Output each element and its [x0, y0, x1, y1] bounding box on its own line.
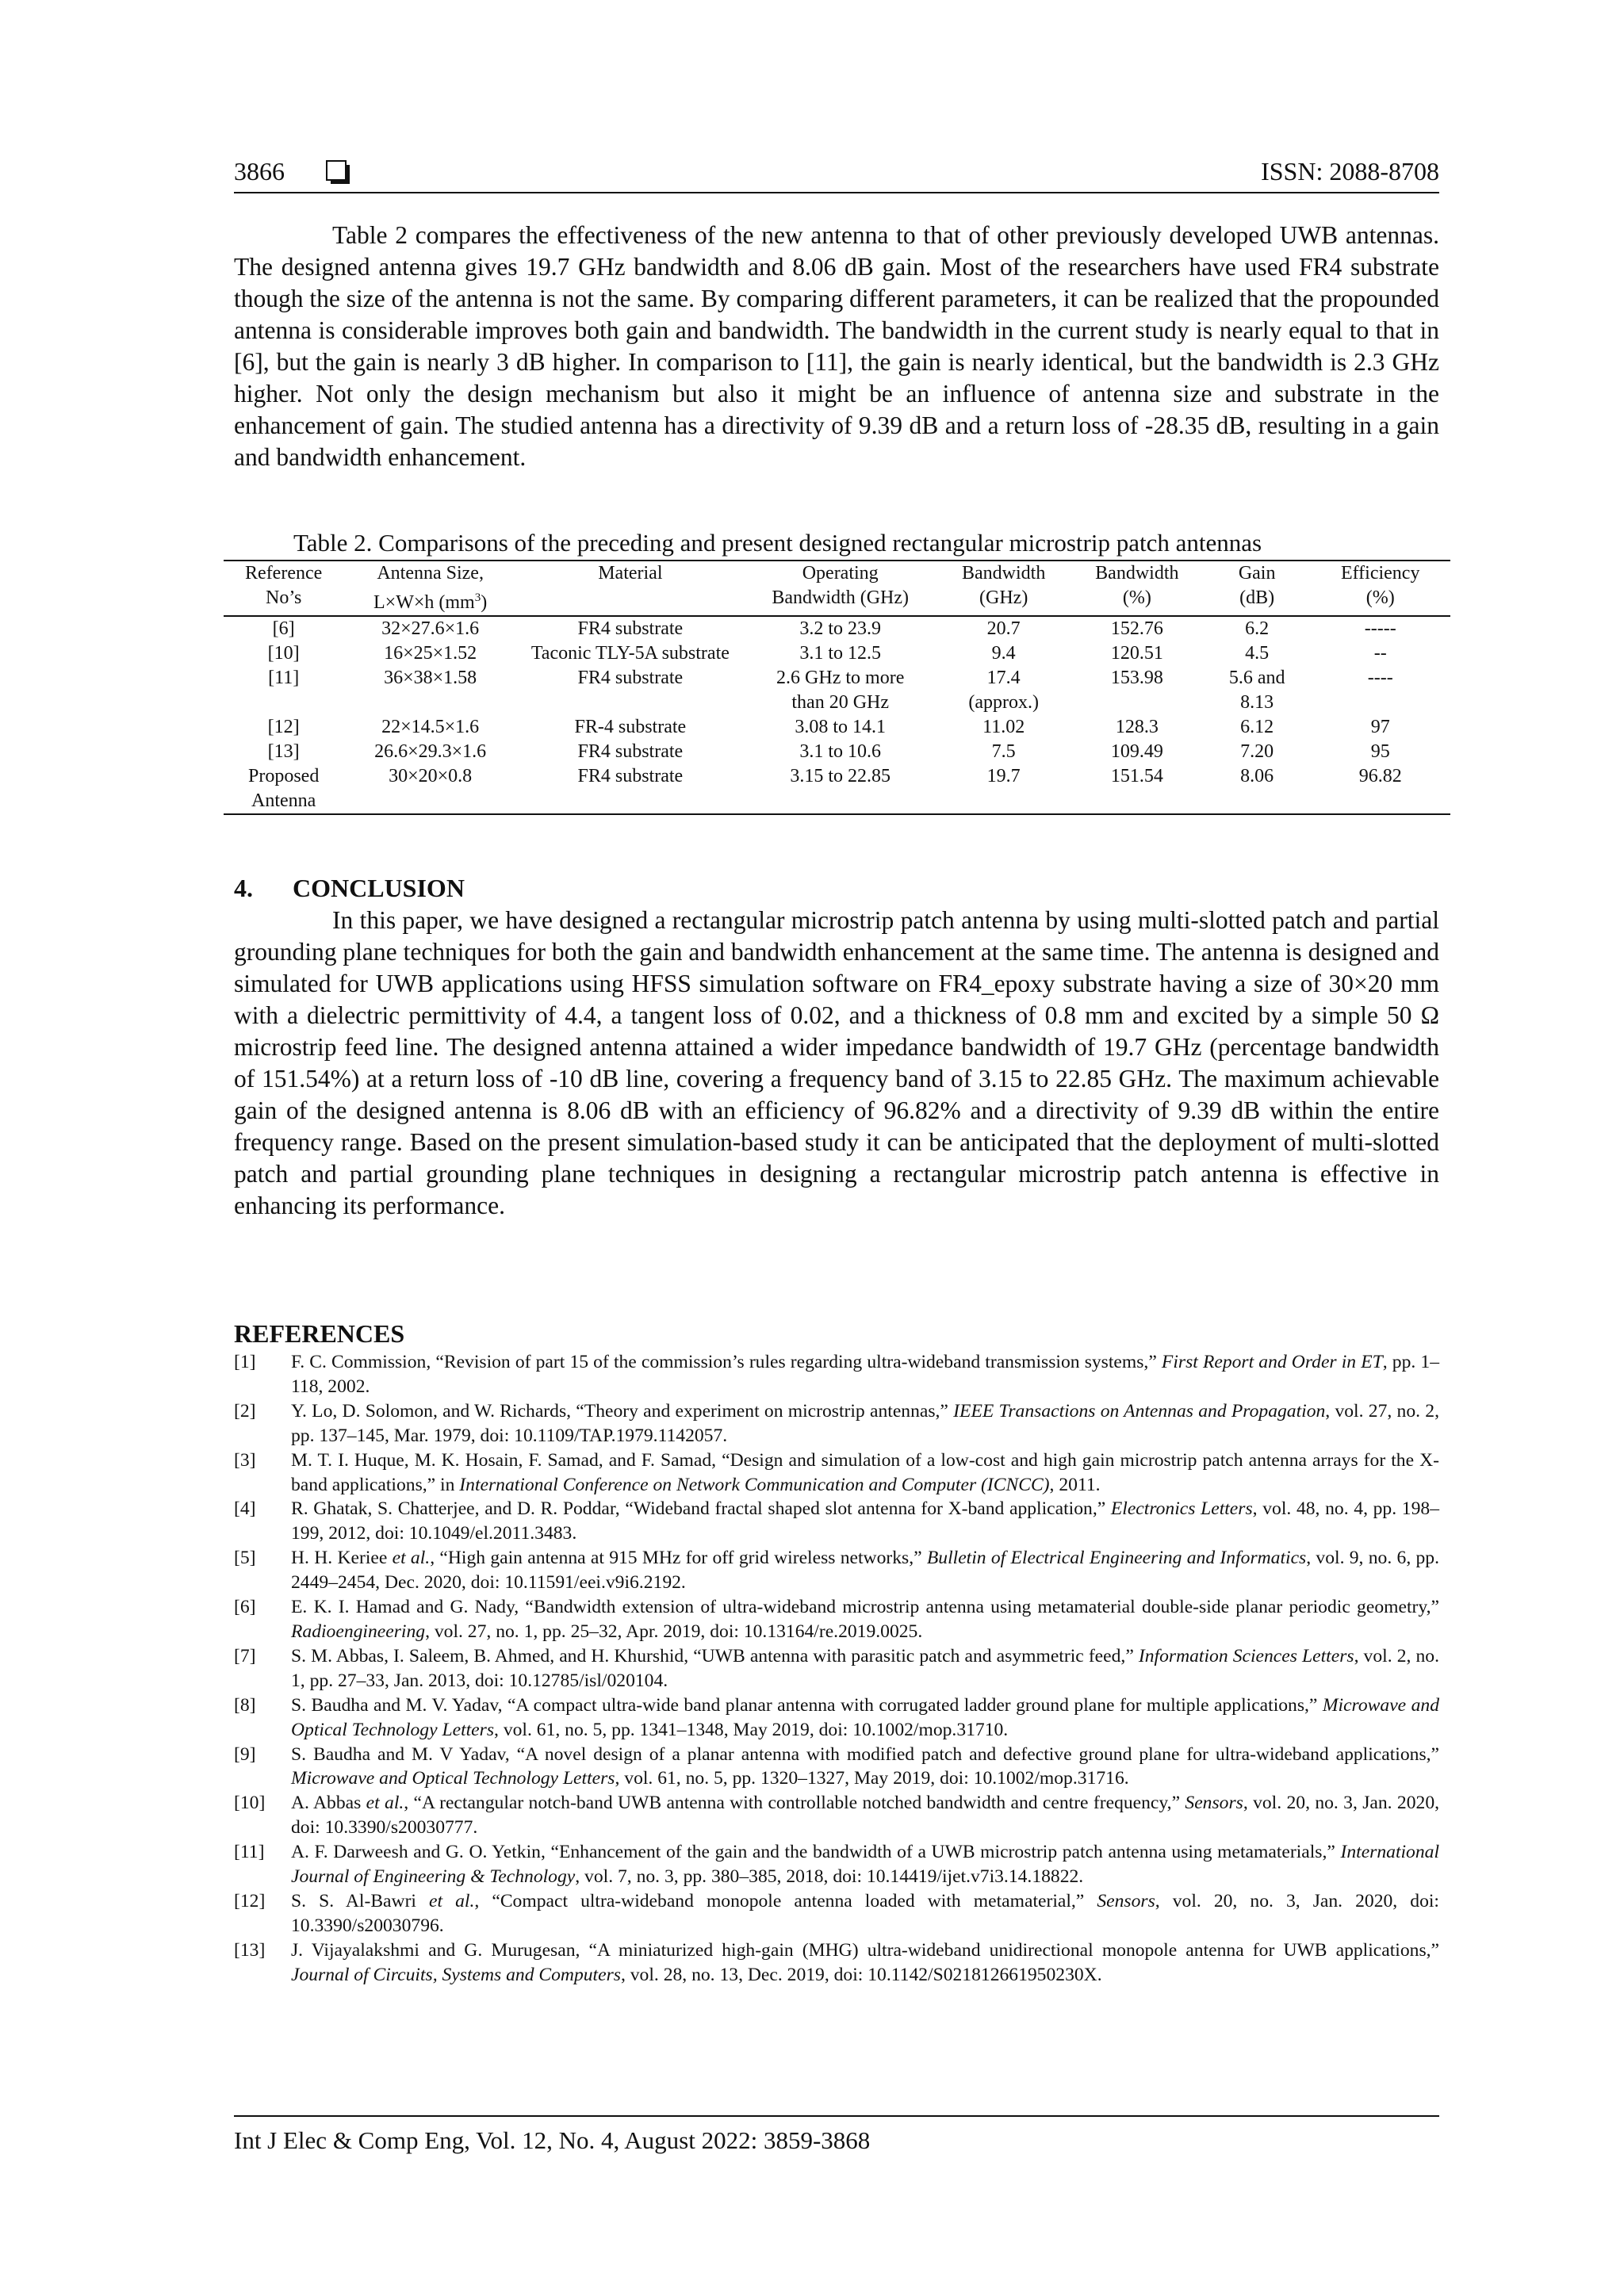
header-bandwidth-ghz: Bandwidth (GHz): [962, 563, 1046, 608]
cell-gain: 5.6 and 8.13: [1228, 668, 1285, 713]
reference-item: [12] S. S. Al-Bawri et al., “Compact ultra-wideband monopole antenna loaded with metamaterial,” Sensors, vol. 20, no. 3, Jan. 2020, doi: 10.3390/s20030796.: [234, 1890, 1439, 1936]
cell-efficiency: --: [1373, 643, 1387, 664]
header-bandwidth-percent: Bandwidth (%): [1095, 563, 1179, 608]
reference-item: [1] F. C. Commission, “Revision of part 15 of the commission’s rules regarding ultra-wideband transmission systems,” First Report and Order in ET, pp. 1–118, 2002.: [234, 1352, 1439, 1397]
reference-venue: Sensors: [1185, 1793, 1243, 1814]
reference-item: [13] J. Vijayalakshmi and G. Murugesan, “A miniaturized high-gain (MHG) ultra-wideband unidirectional monopole antenna for UWB applications,” Journal of Circuits, Systems and Computers, vol. 28, no. 13, Dec. 2019, doi: 10.1142/S021812661950230X.: [234, 1939, 1439, 1985]
reference-item: [3] M. T. I. Huque, M. K. Hosain, F. Samad, and F. Samad, “Design and simulation of a low-cost and high gain microstrip patch antenna arrays for the X-band applications,” in International Conference on Network Communication and Computer (ICNCC), 2011.: [234, 1449, 1439, 1495]
cell-bandwidth-percent: 120.51: [1110, 643, 1163, 664]
reference-number: [7]: [234, 1645, 256, 1667]
reference-number: [2]: [234, 1400, 256, 1422]
cell-material: FR4 substrate: [577, 766, 684, 786]
header-antenna-size: Antenna Size, L×W×h $(mm^3)$: [373, 563, 488, 613]
references-list: [234, 1350, 1439, 1988]
reference-item: [4] R. Ghatak, S. Chatterjee, and D. R. Poddar, “Wideband fractal shaped slot antenna for X-band application,” Electronics Letters, vol. 48, no. 4, pp. 198–199, 2012, doi: 10.1049/el.2011.3483.: [234, 1498, 1439, 1544]
reference-item: [11] A. F. Darweesh and G. O. Yetkin, “Enhancement of the gain and the bandwidth of a UWB microstrip patch antenna using metamaterials,” International Journal of Engineering & Technology, vol. 7, no. 3, pp. 380–385, 2018, doi: 10.14419/ijet.v7i3.14.18822.: [234, 1842, 1439, 1888]
section-heading: [234, 872, 465, 904]
cell-reference: [6]: [272, 618, 295, 639]
cell-gain: 7.20: [1240, 741, 1274, 762]
cell-size: 36×38×1.58: [384, 668, 477, 688]
reference-venue: International Journal of Engineering & Technology: [291, 1842, 1439, 1888]
conclusion-paragraph: In this paper, we have designed a rectangular microstrip patch antenna by using multi-slotted patch and partial grounding plane techniques for both the gain and bandwidth enhancement at the same time. The antenna is designed and simulated for UWB applications using HFSS simulation software on FR4_epoxy substrate having a size of 30×20 mm with a dielectric permittivity of 4.4, a tangent loss of 0.02, and a thickness of 0.8 mm and excited by a simple 50 Ω microstrip feed line. The designed antenna attained a wider impedance bandwidth of 19.7 GHz (percentage bandwidth of 151.54%) at a return loss of -10 dB line, covering a frequency band of 3.15 to 22.85 GHz. The maximum achievable gain of the designed antenna is 8.06 dB with an efficiency of 96.82% and a directivity of 9.39 dB within the entire frequency range. Based on the present simulation-based study it can be anticipated that the deployment of multi-slotted patch and partial grounding plane techniques in designing a rectangular microstrip patch antenna is effective in enhancing its performance.: [234, 906, 1439, 1219]
table-row: [224, 641, 1450, 666]
reference-venue: Sensors: [1097, 1890, 1155, 1911]
reference-item: [10] A. Abbas et al., “A rectangular notch-band UWB antenna with controllable notched bandwidth and centre frequency,” Sensors, vol. 20, no. 3, Jan. 2020, doi: 10.3390/s20030777.: [234, 1793, 1440, 1839]
table-row: [224, 666, 1450, 715]
header-reference: Reference No’s: [245, 563, 323, 608]
table-row: [224, 616, 1450, 641]
page-footer: Int J Elec & Comp Eng, Vol. 12, No. 4, August 2022: 3859-3868: [234, 2115, 1439, 2156]
comparison-table: [224, 560, 1450, 815]
cell-bandwidth-percent: 153.98: [1110, 668, 1163, 688]
reference-number: [11]: [234, 1842, 265, 1863]
cell-operating-bandwidth: 3.1 to 12.5: [799, 643, 882, 664]
cell-bandwidth-ghz: 9.4: [991, 643, 1016, 664]
reference-number: [12]: [234, 1890, 266, 1911]
reference-venue: Electronics Letters: [1110, 1498, 1253, 1520]
reference-venue: International Conference on Network Communication and Computer (ICNCC): [459, 1474, 1050, 1495]
cell-gain: 8.06: [1240, 766, 1274, 786]
cell-gain: 4.5: [1245, 643, 1270, 664]
cell-material: Taconic TLY-5A substrate: [530, 643, 730, 664]
cell-operating-bandwidth: 3.15 to 22.85: [790, 766, 891, 786]
cell-bandwidth-ghz: 17.4 (approx.): [968, 668, 1039, 713]
cell-operating-bandwidth: 2.6 GHz to more than 20 GHz: [776, 668, 905, 713]
cell-operating-bandwidth: 3.2 to 23.9: [799, 618, 882, 639]
reference-number: [10]: [234, 1793, 266, 1814]
cell-bandwidth-percent: 128.3: [1115, 717, 1159, 737]
reference-number: [5]: [234, 1548, 256, 1569]
cell-bandwidth-ghz: 7.5: [991, 741, 1016, 762]
reference-number: [1]: [234, 1352, 256, 1372]
cell-operating-bandwidth: 3.08 to 14.1: [795, 717, 887, 737]
cell-material: FR4 substrate: [577, 618, 684, 639]
reference-venue: Information Sciences Letters: [1138, 1645, 1354, 1667]
reference-venue: Microwave and Optical Technology Letters: [291, 1694, 1439, 1740]
reference-number: [9]: [234, 1743, 256, 1765]
table-row: [224, 764, 1450, 814]
cell-size: 16×25×1.52: [384, 643, 477, 664]
cell-material: FR4 substrate: [577, 741, 684, 762]
cell-efficiency: ----: [1367, 668, 1393, 688]
cell-bandwidth-percent: 109.49: [1110, 741, 1163, 762]
reference-item: [9] S. Baudha and M. V Yadav, “A novel design of a planar antenna with modified patch and defective ground plane for ultra-wideband applications,” Microwave and Optical Technology Letters, vol. 61, no. 5, pp. 1320–1327, May 2019, doi: 10.1002/mop.31716.: [234, 1743, 1439, 1789]
cell-size: 26.6×29.3×1.6: [374, 741, 487, 762]
cell-bandwidth-percent: 152.76: [1110, 618, 1163, 639]
reference-number: [4]: [234, 1498, 256, 1520]
cell-operating-bandwidth: 3.1 to 10.6: [799, 741, 882, 762]
cell-efficiency: 95: [1370, 741, 1390, 762]
cell-efficiency: 97: [1370, 717, 1390, 737]
table-row: [224, 740, 1450, 764]
cell-efficiency: -----: [1364, 618, 1396, 639]
cell-reference: [10]: [267, 643, 300, 664]
cell-reference: [12]: [267, 717, 300, 737]
reference-venue: Radioengineering: [291, 1621, 426, 1642]
section-title: CONCLUSION: [293, 874, 465, 902]
reference-venue: Microwave and Optical Technology Letters: [291, 1768, 615, 1789]
checkbox-icon: [326, 160, 347, 181]
reference-item: [5] H. H. Keriee et al., “High gain antenna at 915 MHz for off grid wireless networks,” Bulletin of Electrical Engineering and Informatics, vol. 9, no. 6, pp. 2449–2454, Dec. 2020, doi: 10.11591/eei.v9i6.2192.: [234, 1548, 1439, 1594]
cell-bandwidth-ghz: 11.02: [982, 717, 1025, 737]
table-caption: Table 2. Comparisons of the preceding and present designed rectangular microstrip patch antennas: [293, 529, 1262, 557]
reference-venue: Journal of Circuits, Systems and Computers: [291, 1964, 621, 1985]
reference-venue: First Report and Order in ET: [1161, 1352, 1383, 1372]
cell-material: FR4 substrate: [577, 668, 684, 688]
reference-number: [13]: [234, 1939, 266, 1961]
page-number: 3866: [234, 157, 285, 186]
reference-item: [8] S. Baudha and M. V. Yadav, “A compact ultra-wide band planar antenna with corrugated ladder ground plane for multiple applications,” Microwave and Optical Technology Letters, vol. 61, no. 5, pp. 1341–1348, May 2019, doi: 10.1002/mop.31710.: [234, 1694, 1439, 1740]
cell-size: 32×27.6×1.6: [381, 618, 480, 639]
cell-size: 22×14.5×1.6: [381, 717, 480, 737]
cell-reference: [11]: [268, 668, 300, 688]
cell-reference: Proposed Antenna: [247, 766, 320, 811]
cell-bandwidth-ghz: 19.7: [986, 766, 1021, 786]
table-header-row: [224, 561, 1450, 616]
reference-item: [7] S. M. Abbas, I. Saleem, B. Ahmed, and H. Khurshid, “UWB antenna with parasitic patch and asymmetric feed,” Information Sciences Letters, vol. 2, no. 1, pp. 27–33, Jan. 2013, doi: 10.12785/isl/020104.: [234, 1645, 1439, 1691]
header-efficiency: Efficiency (%): [1340, 563, 1420, 608]
header-gain: Gain (dB): [1238, 563, 1276, 608]
reference-number: [6]: [234, 1597, 256, 1618]
reference-venue: IEEE Transactions on Antennas and Propagation: [953, 1400, 1326, 1422]
table-row: [224, 715, 1450, 740]
cell-gain: 6.2: [1245, 618, 1270, 639]
cell-gain: 6.12: [1240, 717, 1274, 737]
intro-paragraph: Table 2 compares the effectiveness of the new antenna to that of other previously developed UWB antennas. The designed antenna gives 19.7 GHz bandwidth and 8.06 dB gain. Most of the researchers have used FR4 substrate though the size of the antenna is not the same. By comparing different parameters, it can be realized that the propounded antenna is considerable improves both gain and bandwidth. The bandwidth in the current study is nearly equal to that in [6], but the gain is nearly 3 dB higher. In comparison to [11], the gain is nearly identical, but the bandwidth is 2.3 GHz higher. Not only the design mechanism but also it might be an influence of antenna size and substrate in the enhancement of gain. The studied antenna has a directivity of 9.39 dB and a return loss of -28.35 dB, resulting in a gain and bandwidth enhancement.: [234, 221, 1439, 471]
cell-efficiency: 96.82: [1358, 766, 1402, 786]
cell-size: 30×20×0.8: [389, 766, 473, 786]
references-heading: REFERENCES: [234, 1319, 405, 1348]
header-operating-bandwidth: Operating Bandwidth (GHz): [772, 563, 910, 608]
cell-material: FR-4 substrate: [574, 717, 687, 737]
reference-item: [6] E. K. I. Hamad and G. Nady, “Bandwidth extension of ultra-wideband microstrip antenna using metamaterial double-side planar periodic geometry,” Radioengineering, vol. 27, no. 1, pp. 25–32, Apr. 2019, doi: 10.13164/re.2019.0025.: [234, 1597, 1439, 1642]
page-header: [234, 155, 1439, 193]
reference-number: [8]: [234, 1694, 256, 1716]
cell-bandwidth-ghz: 20.7: [986, 618, 1021, 639]
issn: ISSN: 2088-8708: [1261, 157, 1439, 186]
cell-reference: [13]: [267, 741, 300, 762]
reference-venue: Bulletin of Electrical Engineering and Informatics: [926, 1548, 1307, 1569]
header-material: Material: [598, 563, 663, 584]
reference-number: [3]: [234, 1449, 256, 1471]
section-number: 4.: [234, 874, 253, 902]
reference-item: [2] Y. Lo, D. Solomon, and W. Richards, “Theory and experiment on microstrip antennas,” IEEE Transactions on Antennas and Propagation, vol. 27, no. 2, pp. 137–145, Mar. 1979, doi: 10.1109/TAP.1979.1142057.: [234, 1400, 1439, 1446]
cell-bandwidth-percent: 151.54: [1110, 766, 1163, 786]
